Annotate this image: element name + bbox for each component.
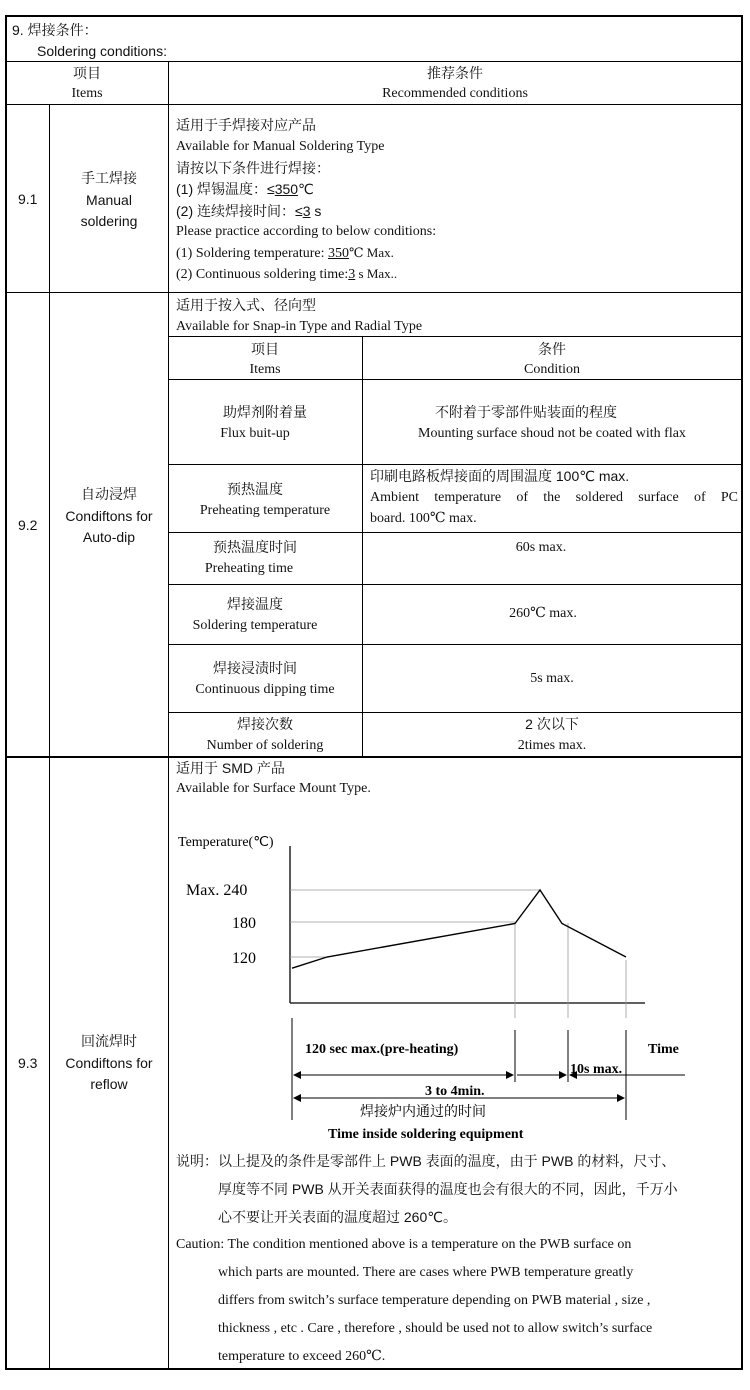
row-number-9-1: 9.1	[18, 191, 38, 207]
x-axis-label: Time	[648, 1042, 679, 1057]
divider	[168, 532, 743, 533]
autodip-item-cn: 焊接浸渍时间	[213, 660, 297, 676]
autodip-item-cn: 焊接温度	[227, 596, 283, 612]
manual-temp-label: (1) 焊锡温度：≤	[176, 181, 275, 197]
reflow-intro-en: Available for Surface Mount Type.	[176, 781, 371, 796]
autodip-cond: 260℃ max.	[509, 606, 577, 621]
autodip-cond-cn: 不附着于零部件贴装面的程度	[435, 404, 617, 420]
manual-line: Please practice according to below conditions:	[176, 224, 437, 239]
autodip-cond-line: 印刷电路板焊接面的周围温度 100℃ max.	[370, 468, 630, 484]
oven-time-label-cn: 焊接炉内通过的时间	[360, 1104, 486, 1120]
divider	[168, 712, 743, 713]
manual-time-unit: s	[310, 203, 322, 219]
caution-line: temperature to exceed 260℃.	[218, 1349, 386, 1364]
autodip-col2-cn: 条件	[538, 341, 566, 357]
manual-name-cn: 手工焊接	[81, 170, 137, 186]
autodip-cond: 60s max.	[515, 540, 567, 555]
autodip-cond-line: Ambient temperature of the soldered surface of PC	[370, 490, 738, 505]
y-tick-180: 180	[232, 915, 256, 932]
manual-line: 适用于手焊接对应产品	[176, 117, 316, 133]
manual-name-en2: soldering	[80, 213, 138, 229]
manual-line: Available for Manual Soldering Type	[176, 139, 385, 154]
manual-en-time-unit: s Max..	[355, 266, 398, 281]
autodip-cond-en: 2times max.	[517, 738, 587, 753]
autodip-item-cn: 焊接次数	[237, 716, 293, 732]
divider	[168, 644, 743, 645]
note-cn-line: 厚度等不同 PWB 从开关表面获得的温度也会有很大的不同，因此，千万小	[218, 1181, 678, 1197]
autodip-intro-cn: 适用于按入式、径向型	[176, 297, 316, 313]
autodip-intro-en: Available for Snap-in Type and Radial Type	[176, 319, 423, 334]
divider	[168, 61, 169, 1370]
note-cn-line: 心不要让开关表面的温度超过 260℃。	[218, 1209, 457, 1225]
autodip-item-cn: 预热温度	[227, 481, 283, 497]
peak-span-label: 10s max.	[570, 1062, 623, 1077]
manual-en-temp-value: 350	[328, 246, 350, 261]
caution-line: which parts are mounted. There are cases where PWB temperature greatly	[218, 1265, 634, 1280]
manual-time-value: 3	[302, 203, 311, 219]
temperature-profile-line	[292, 890, 626, 968]
divider	[168, 336, 743, 337]
manual-en-time-label: (2) Continuous soldering time:	[176, 267, 349, 282]
manual-temp-line	[176, 180, 314, 198]
autodip-item-cn: 预热温度时间	[213, 539, 297, 555]
divider	[168, 584, 743, 585]
manual-en-time-value: 3	[348, 267, 356, 282]
autodip-cond: 5s max.	[530, 671, 574, 686]
section-title-en: Soldering conditions:	[37, 43, 167, 59]
header-cond-cn: 推荐条件	[427, 65, 483, 81]
autodip-item-en: Flux buit-up	[220, 426, 290, 441]
note-cn-line: 说明：以上提及的条件是零部件上 PWB 表面的温度，由于 PWB 的材料，尺寸、	[176, 1153, 676, 1169]
manual-line: 请按以下条件进行焊接：	[176, 160, 330, 176]
autodip-col2-en: Condition	[523, 362, 581, 377]
reflow-profile-chart	[170, 820, 740, 1145]
autodip-name-cn: 自动浸焊	[81, 486, 137, 502]
divider	[49, 104, 50, 1370]
reflow-name-en1: Condiftons for	[65, 1055, 153, 1071]
autodip-item-en: Soldering temperature	[192, 618, 318, 633]
reflow-name-en2: reflow	[90, 1076, 128, 1092]
oven-time-label-en: Time inside soldering equipment	[328, 1127, 524, 1142]
autodip-name-en1: Condiftons for	[65, 508, 153, 524]
divider	[5, 292, 743, 293]
section-title-cn: 9. 焊接条件：	[12, 22, 98, 38]
manual-time-label: (2) 连续焊接时间：≤	[176, 203, 303, 219]
caution-line: Caution: The condition mentioned above is a temperature on the PWB surface on	[176, 1237, 632, 1252]
manual-name-en1: Manual	[86, 192, 132, 208]
divider	[5, 756, 743, 758]
y-tick-240: Max. 240	[186, 882, 248, 899]
divider	[362, 336, 363, 756]
reflow-intro-cn: 适用于 SMD 产品	[176, 760, 285, 776]
manual-en-temp-label: (1) Soldering temperature:	[176, 246, 329, 261]
autodip-item-en: Continuous dipping time	[195, 682, 335, 697]
autodip-col1-cn: 项目	[251, 341, 279, 357]
header-items-en: Items	[71, 86, 103, 101]
manual-en-temp-line	[176, 244, 394, 263]
manual-en-temp-unit: ℃ Max.	[349, 245, 394, 260]
divider	[5, 61, 743, 62]
caution-line: differs from switch’s surface temperature depending on PWB material , size ,	[218, 1293, 651, 1308]
manual-en-time-line	[176, 265, 397, 284]
row-number-9-2: 9.2	[18, 517, 38, 533]
autodip-item-cn: 助焊剂附着量	[223, 404, 307, 420]
autodip-item-en: Preheating time	[204, 561, 294, 576]
manual-temp-value: 350	[274, 181, 299, 197]
autodip-cond-line: board. 100℃ max.	[370, 511, 477, 526]
header-cond-en: Recommended conditions	[382, 86, 528, 101]
autodip-item-en: Number of soldering	[206, 738, 324, 753]
divider	[168, 464, 743, 465]
divider	[5, 104, 743, 105]
manual-temp-unit: ℃	[298, 181, 314, 197]
row-number-9-3: 9.3	[18, 1055, 38, 1071]
autodip-name-en2: Auto-dip	[82, 529, 136, 545]
autodip-cond-cn: 2 次以下	[525, 716, 579, 732]
divider	[168, 379, 743, 380]
y-tick-120: 120	[232, 950, 256, 967]
caution-line: thickness , etc . Care , therefore , should be used not to allow switch’s surface	[218, 1321, 653, 1336]
autodip-cond-en: Mounting surface shoud not be coated with flax	[418, 426, 686, 441]
autodip-col1-en: Items	[249, 362, 281, 377]
header-items-cn: 项目	[73, 65, 101, 81]
autodip-item-en: Preheating temperature	[199, 503, 331, 518]
reflow-name-cn: 回流焊时	[81, 1033, 137, 1049]
y-axis-label: Temperature(℃)	[178, 835, 274, 850]
manual-time-line	[176, 202, 321, 220]
preheat-span-label: 120 sec max.(pre-heating)	[305, 1042, 459, 1057]
total-span-label: 3 to 4min.	[425, 1084, 485, 1099]
